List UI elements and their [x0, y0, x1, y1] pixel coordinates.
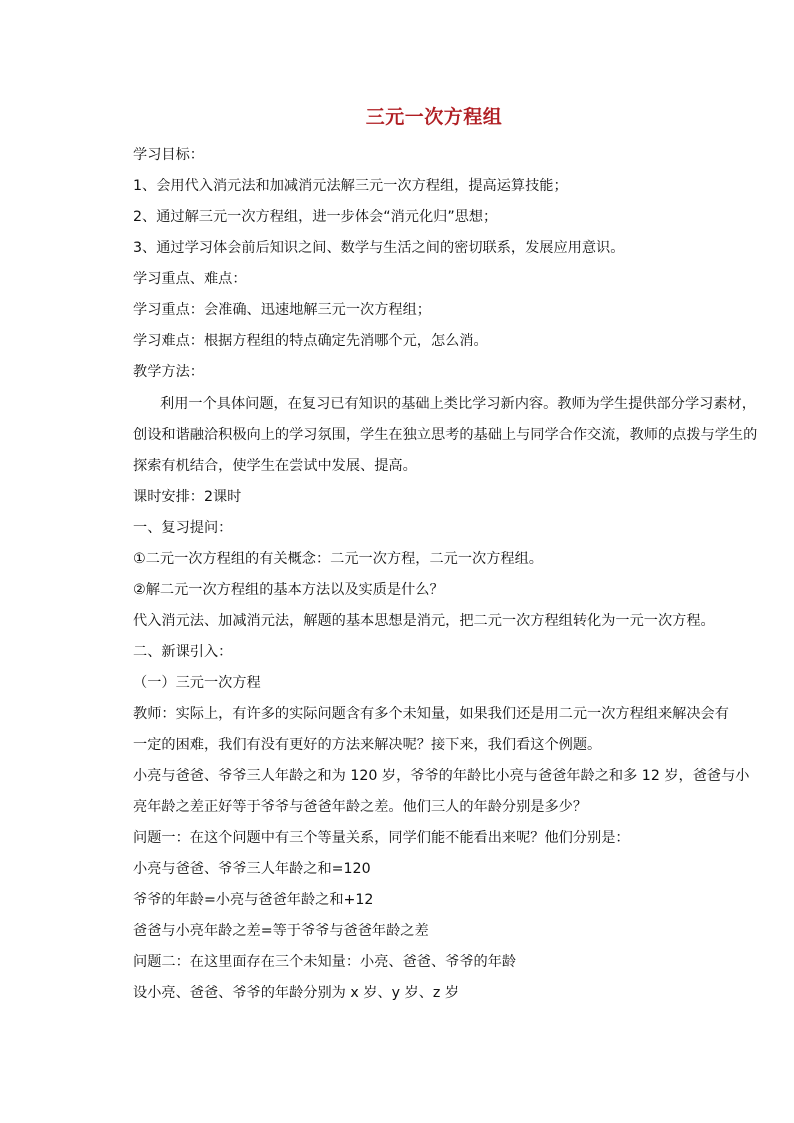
- schedule-line: 课时安排：2课时: [133, 489, 242, 505]
- objective-item: 2、通过解三元一次方程组，进一步体会“消元化归”思想；: [133, 209, 498, 225]
- document-title: 三元一次方程组: [365, 106, 503, 128]
- key-point-line: 学习重点：会准确、迅速地解三元一次方程组；: [133, 302, 431, 318]
- paragraph-line: 利用一个具体问题，在复习已有知识的基础上类比学习新内容。教师为学生提供部分学习素材，: [160, 396, 756, 412]
- objective-item: 1、会用代入消元法和加减消元法解三元一次方程组，提高运算技能；: [133, 178, 568, 194]
- section-heading-intro: 二、新课引入：: [133, 644, 233, 660]
- paragraph-line: 小亮与爸爸、爷爷三人年龄之和为 120 岁，爷爷的年龄比小亮与爸爸年龄之和多 12 岁，爸爸与小: [133, 768, 750, 784]
- paragraph-line: 一定的困难，我们有没有更好的方法来解决呢？接下来，我们看这个例题。: [133, 737, 602, 753]
- variable-definition-line: 设小亮、爸爸、爷爷的年龄分别为 x 岁、y 岁、z 岁: [133, 985, 460, 1001]
- section-heading-key-points: 学习重点、难点：: [133, 271, 247, 287]
- question-line: 问题一：在这个问题中有三个等量关系，同学们能不能看出来呢？他们分别是：: [133, 830, 630, 846]
- section-heading-objectives: 学习目标：: [133, 147, 204, 163]
- equation-line: 爸爸与小亮年龄之差=等于爷爷与爸爸年龄之差: [133, 923, 429, 939]
- difficulty-line: 学习难点：根据方程组的特点确定先消哪个元，怎么消。: [133, 333, 488, 349]
- paragraph-line: 创设和谐融洽积极向上的学习氛围，学生在独立思考的基础上与同学合作交流，教师的点拨与学生的: [133, 427, 758, 443]
- equation-line: 小亮与爸爸、爷爷三人年龄之和=120: [133, 861, 371, 877]
- subsection-heading: （一）三元一次方程: [133, 675, 261, 691]
- paragraph-line: 教师：实际上，有许多的实际问题含有多个未知量，如果我们还是用二元一次方程组来解决会有: [133, 706, 729, 722]
- review-item: ②解二元一次方程组的基本方法以及实质是什么？: [133, 582, 444, 598]
- section-heading-review: 一、复习提问：: [133, 520, 233, 536]
- review-answer: 代入消元法、加减消元法，解题的基本思想是消元，把二元一次方程组转化为一元一次方程。: [133, 613, 715, 629]
- paragraph-line: 亮年龄之差正好等于爷爷与爸爸年龄之差。他们三人的年龄分别是多少？: [133, 799, 588, 815]
- section-heading-method: 教学方法：: [133, 364, 204, 380]
- objective-item: 3、通过学习体会前后知识之间、数学与生活之间的密切联系，发展应用意识。: [133, 240, 625, 256]
- question-line: 问题二：在这里面存在三个未知量：小亮、爸爸、爷爷的年龄: [133, 954, 517, 970]
- review-item: ①二元一次方程组的有关概念：二元一次方程，二元一次方程组。: [133, 551, 543, 567]
- paragraph-line: 探索有机结合，使学生在尝试中发展、提高。: [133, 458, 417, 474]
- equation-line: 爷爷的年龄=小亮与爸爸年龄之和+12: [133, 892, 374, 908]
